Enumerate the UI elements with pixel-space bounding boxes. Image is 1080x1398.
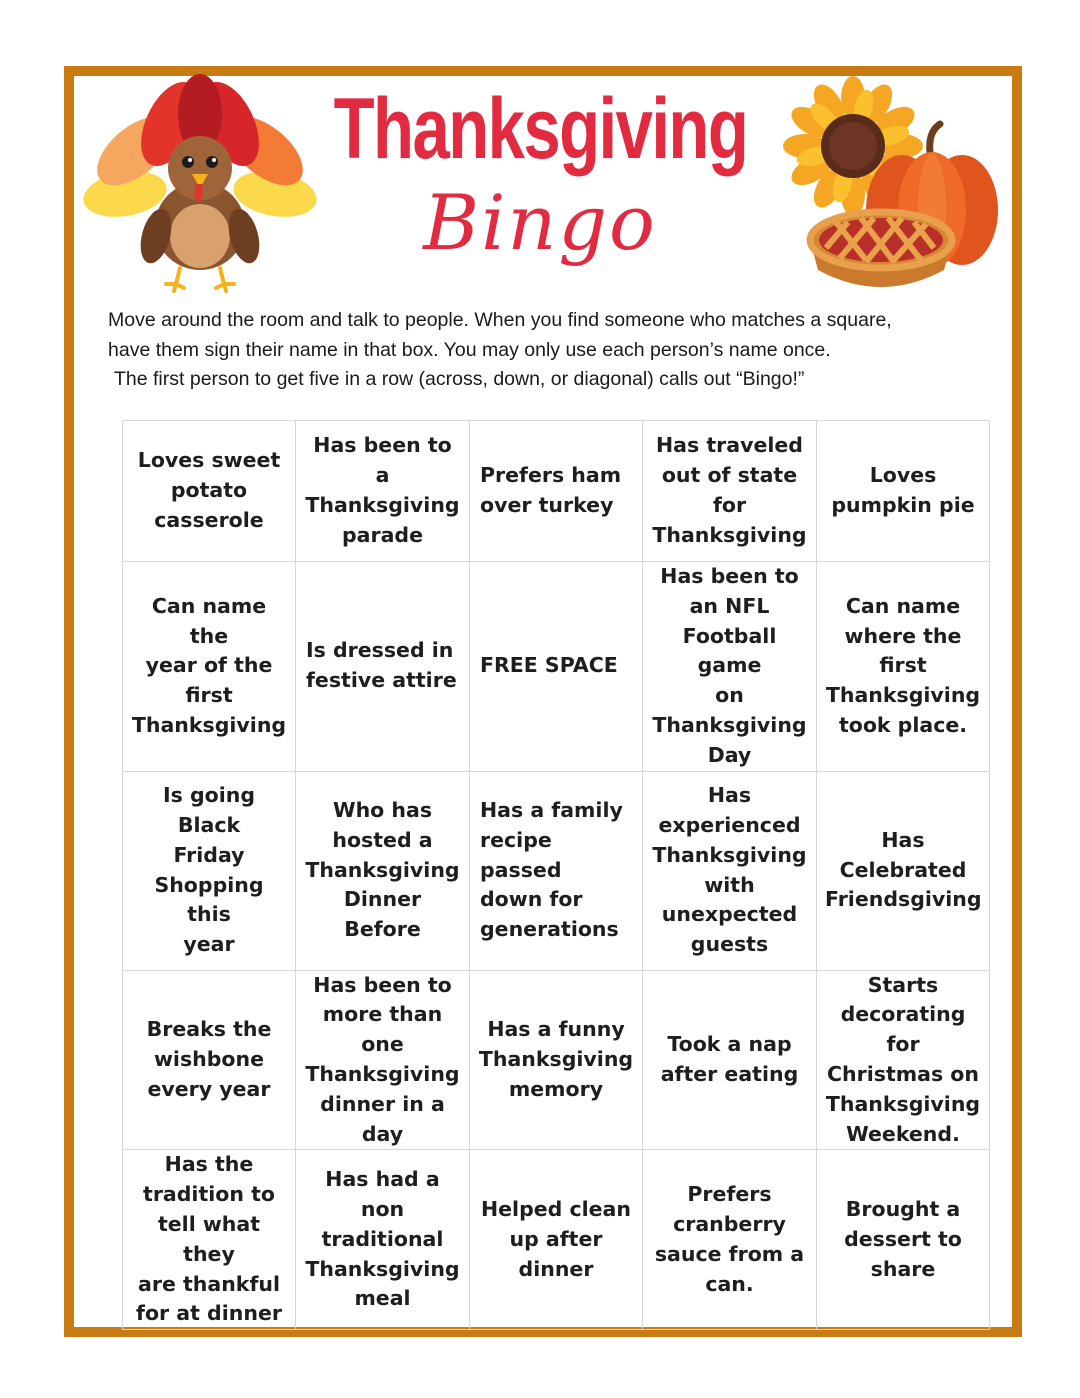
bingo-square-text: Took a nap (667, 1032, 792, 1057)
bingo-square-text: are thankful (138, 1271, 280, 1296)
bingo-square[interactable] (123, 970, 296, 1150)
bingo-square-text: for at dinner (136, 1301, 282, 1326)
bingo-square[interactable] (296, 970, 470, 1150)
bingo-square-text: wishbone (153, 1047, 265, 1072)
bingo-square-text: Thanksgiving (305, 493, 460, 517)
bingo-square[interactable] (817, 970, 990, 1150)
bingo-square-text: potato (170, 478, 248, 503)
bingo-square[interactable] (643, 562, 817, 772)
bingo-square[interactable] (296, 421, 470, 562)
bingo-square-text: Thanksgiving (652, 522, 807, 547)
bingo-square-text: Prefers ham (480, 463, 622, 488)
bingo-square-text: on (715, 683, 744, 708)
bingo-square-text: Can name (845, 593, 961, 618)
bingo-square[interactable] (470, 1150, 643, 1330)
bingo-square-text: Christmas on (827, 1061, 979, 1086)
bingo-square-text: Loves (869, 463, 937, 488)
bingo-square[interactable] (817, 562, 990, 772)
bingo-square-text: share (870, 1256, 936, 1281)
bingo-square-text: Has a family (480, 798, 623, 823)
page-subtitle: Bingo (423, 178, 657, 267)
bingo-square-text: every year (147, 1076, 271, 1101)
bingo-square[interactable] (123, 771, 296, 970)
bingo-row (123, 1150, 990, 1330)
bingo-square-text: year (183, 932, 235, 957)
bingo-square-text: down for (480, 887, 583, 912)
bingo-square-text: Thanksgiving (131, 712, 287, 737)
instructions (108, 306, 1008, 395)
bingo-square[interactable] (470, 562, 643, 772)
bingo-square-text: Has a funny (487, 1017, 625, 1042)
bingo-square-text: Has been to a (313, 433, 452, 488)
bingo-square-text: Is dressed in (306, 638, 454, 663)
bingo-square-text: Can name the (151, 593, 267, 648)
bingo-square-text: Has been to (660, 564, 799, 588)
bingo-square-text: Shopping this (154, 872, 264, 927)
bingo-square-text: Dinner Before (343, 887, 422, 942)
bingo-square-text: recipe passed (480, 827, 562, 882)
bingo-square-text: first (185, 683, 233, 708)
bingo-square-text: experienced (658, 812, 801, 837)
bingo-square[interactable] (296, 1150, 470, 1330)
bingo-square-text: Thanksgiving (305, 1061, 460, 1086)
bingo-square-text: Brought a (845, 1197, 961, 1222)
bingo-square[interactable] (643, 970, 817, 1150)
bingo-square-text: dessert to (844, 1226, 962, 1251)
bingo-square-text: over turkey (480, 493, 614, 517)
bingo-square-text: meal (354, 1286, 411, 1311)
bingo-square-text: year of the (145, 653, 273, 678)
bingo-square[interactable] (643, 1150, 817, 1330)
bingo-square[interactable] (643, 421, 817, 562)
bingo-square-text: after eating (660, 1061, 799, 1086)
bingo-square-text: Celebrated (839, 857, 967, 882)
bingo-square-text: memory (508, 1076, 604, 1101)
bingo-square-text: Has the (164, 1152, 254, 1177)
bingo-grid (122, 420, 990, 1330)
bingo-square-text: cranberry (673, 1211, 786, 1236)
bingo-square-text: generations (480, 917, 619, 942)
bingo-square[interactable] (123, 421, 296, 562)
bingo-square-text: tell what they (157, 1211, 261, 1266)
bingo-square[interactable] (643, 771, 817, 970)
bingo-square-text: up after (509, 1226, 603, 1251)
bingo-square-text: Has been to (313, 972, 452, 997)
bingo-row (123, 771, 990, 970)
bingo-row (123, 562, 990, 772)
bingo-square[interactable] (817, 1150, 990, 1330)
bingo-square[interactable] (817, 771, 990, 970)
bingo-square-text: decorating for (840, 1002, 966, 1057)
bingo-square-text: Who has (332, 798, 433, 823)
bingo-square-text: parade (341, 522, 424, 547)
bingo-square[interactable] (123, 1150, 296, 1330)
bingo-square-text: hosted a (332, 827, 433, 852)
page-title: Thanksgiving (333, 81, 748, 177)
instructions-line: Move around the room and talk to people. When you find someone who matches a square, (108, 309, 892, 331)
bingo-square-text: Thanksgiving (652, 712, 807, 737)
bingo-square[interactable] (470, 771, 643, 970)
bingo-square-text: Has (881, 827, 925, 852)
bingo-square-text: dinner in a (320, 1091, 445, 1116)
bingo-square-text: Has had a non (325, 1167, 440, 1222)
bingo-square[interactable] (296, 771, 470, 970)
bingo-square-text: Prefers (687, 1182, 772, 1207)
bingo-row (123, 421, 990, 562)
bingo-square-text: Has traveled (656, 433, 803, 458)
bingo-square-text: Starts (867, 972, 939, 997)
bingo-square-text: traditional (321, 1226, 444, 1251)
bingo-square-text: Weekend. (846, 1121, 960, 1146)
instructions-line: have them sign their name in that box. You may only use each person’s name once. (108, 338, 831, 361)
bingo-square[interactable] (123, 562, 296, 772)
bingo-square[interactable] (817, 421, 990, 562)
bingo-square-text: Thanksgiving (305, 857, 460, 882)
bingo-square-text: with (704, 872, 755, 897)
bingo-square-text: Thanksgiving (825, 1091, 981, 1116)
instructions-line: The first person to get five in a row (across, down, or diagonal) calls out “Bingo!” (114, 368, 805, 390)
bingo-square-text: guests (690, 932, 769, 957)
bingo-square-text: casserole (154, 507, 264, 532)
bingo-square-text: dinner (518, 1256, 594, 1281)
bingo-square-text: Football game (682, 623, 777, 678)
bingo-square-text: Loves sweet (137, 448, 281, 473)
bingo-square-text: Day (707, 742, 752, 767)
bingo-square-text: Has (707, 783, 752, 808)
bingo-square-text: festive attire (306, 668, 457, 693)
bingo-square-text: more than one (322, 1002, 443, 1057)
bingo-square-text: Helped clean (481, 1197, 631, 1222)
bingo-square-text: Breaks the (146, 1017, 272, 1042)
bingo-square-text: an NFL (689, 593, 770, 618)
bingo-square[interactable] (470, 970, 643, 1150)
bingo-square-text: FREE SPACE (480, 653, 618, 678)
bingo-square-text: Thanksgiving (305, 1256, 460, 1281)
bingo-square-text: Friendsgiving (825, 887, 982, 912)
bingo-square-text: Friday (173, 842, 245, 867)
bingo-square-text: unexpected (661, 902, 798, 927)
bingo-square-text: out of state (661, 463, 798, 488)
bingo-square-text: Thanksgiving (478, 1047, 634, 1072)
bingo-square-text: can. (705, 1271, 754, 1296)
bingo-square-text: Thanksgiving (652, 842, 807, 867)
bingo-square[interactable] (470, 421, 643, 562)
bingo-square[interactable] (296, 562, 470, 772)
bingo-square-text: Thanksgiving (825, 683, 981, 708)
bingo-square-text: Is going Black (162, 783, 256, 837)
bingo-square-text: for (712, 493, 747, 517)
bingo-square-text: day (361, 1121, 404, 1146)
bingo-square-text: where the first (844, 623, 962, 678)
bingo-square-text: pumpkin pie (831, 493, 975, 517)
bingo-square-text: took place. (838, 712, 968, 737)
bingo-row (123, 970, 990, 1150)
bingo-square-text: tradition to (143, 1182, 275, 1207)
bingo-square-text: sauce from a (654, 1241, 805, 1266)
